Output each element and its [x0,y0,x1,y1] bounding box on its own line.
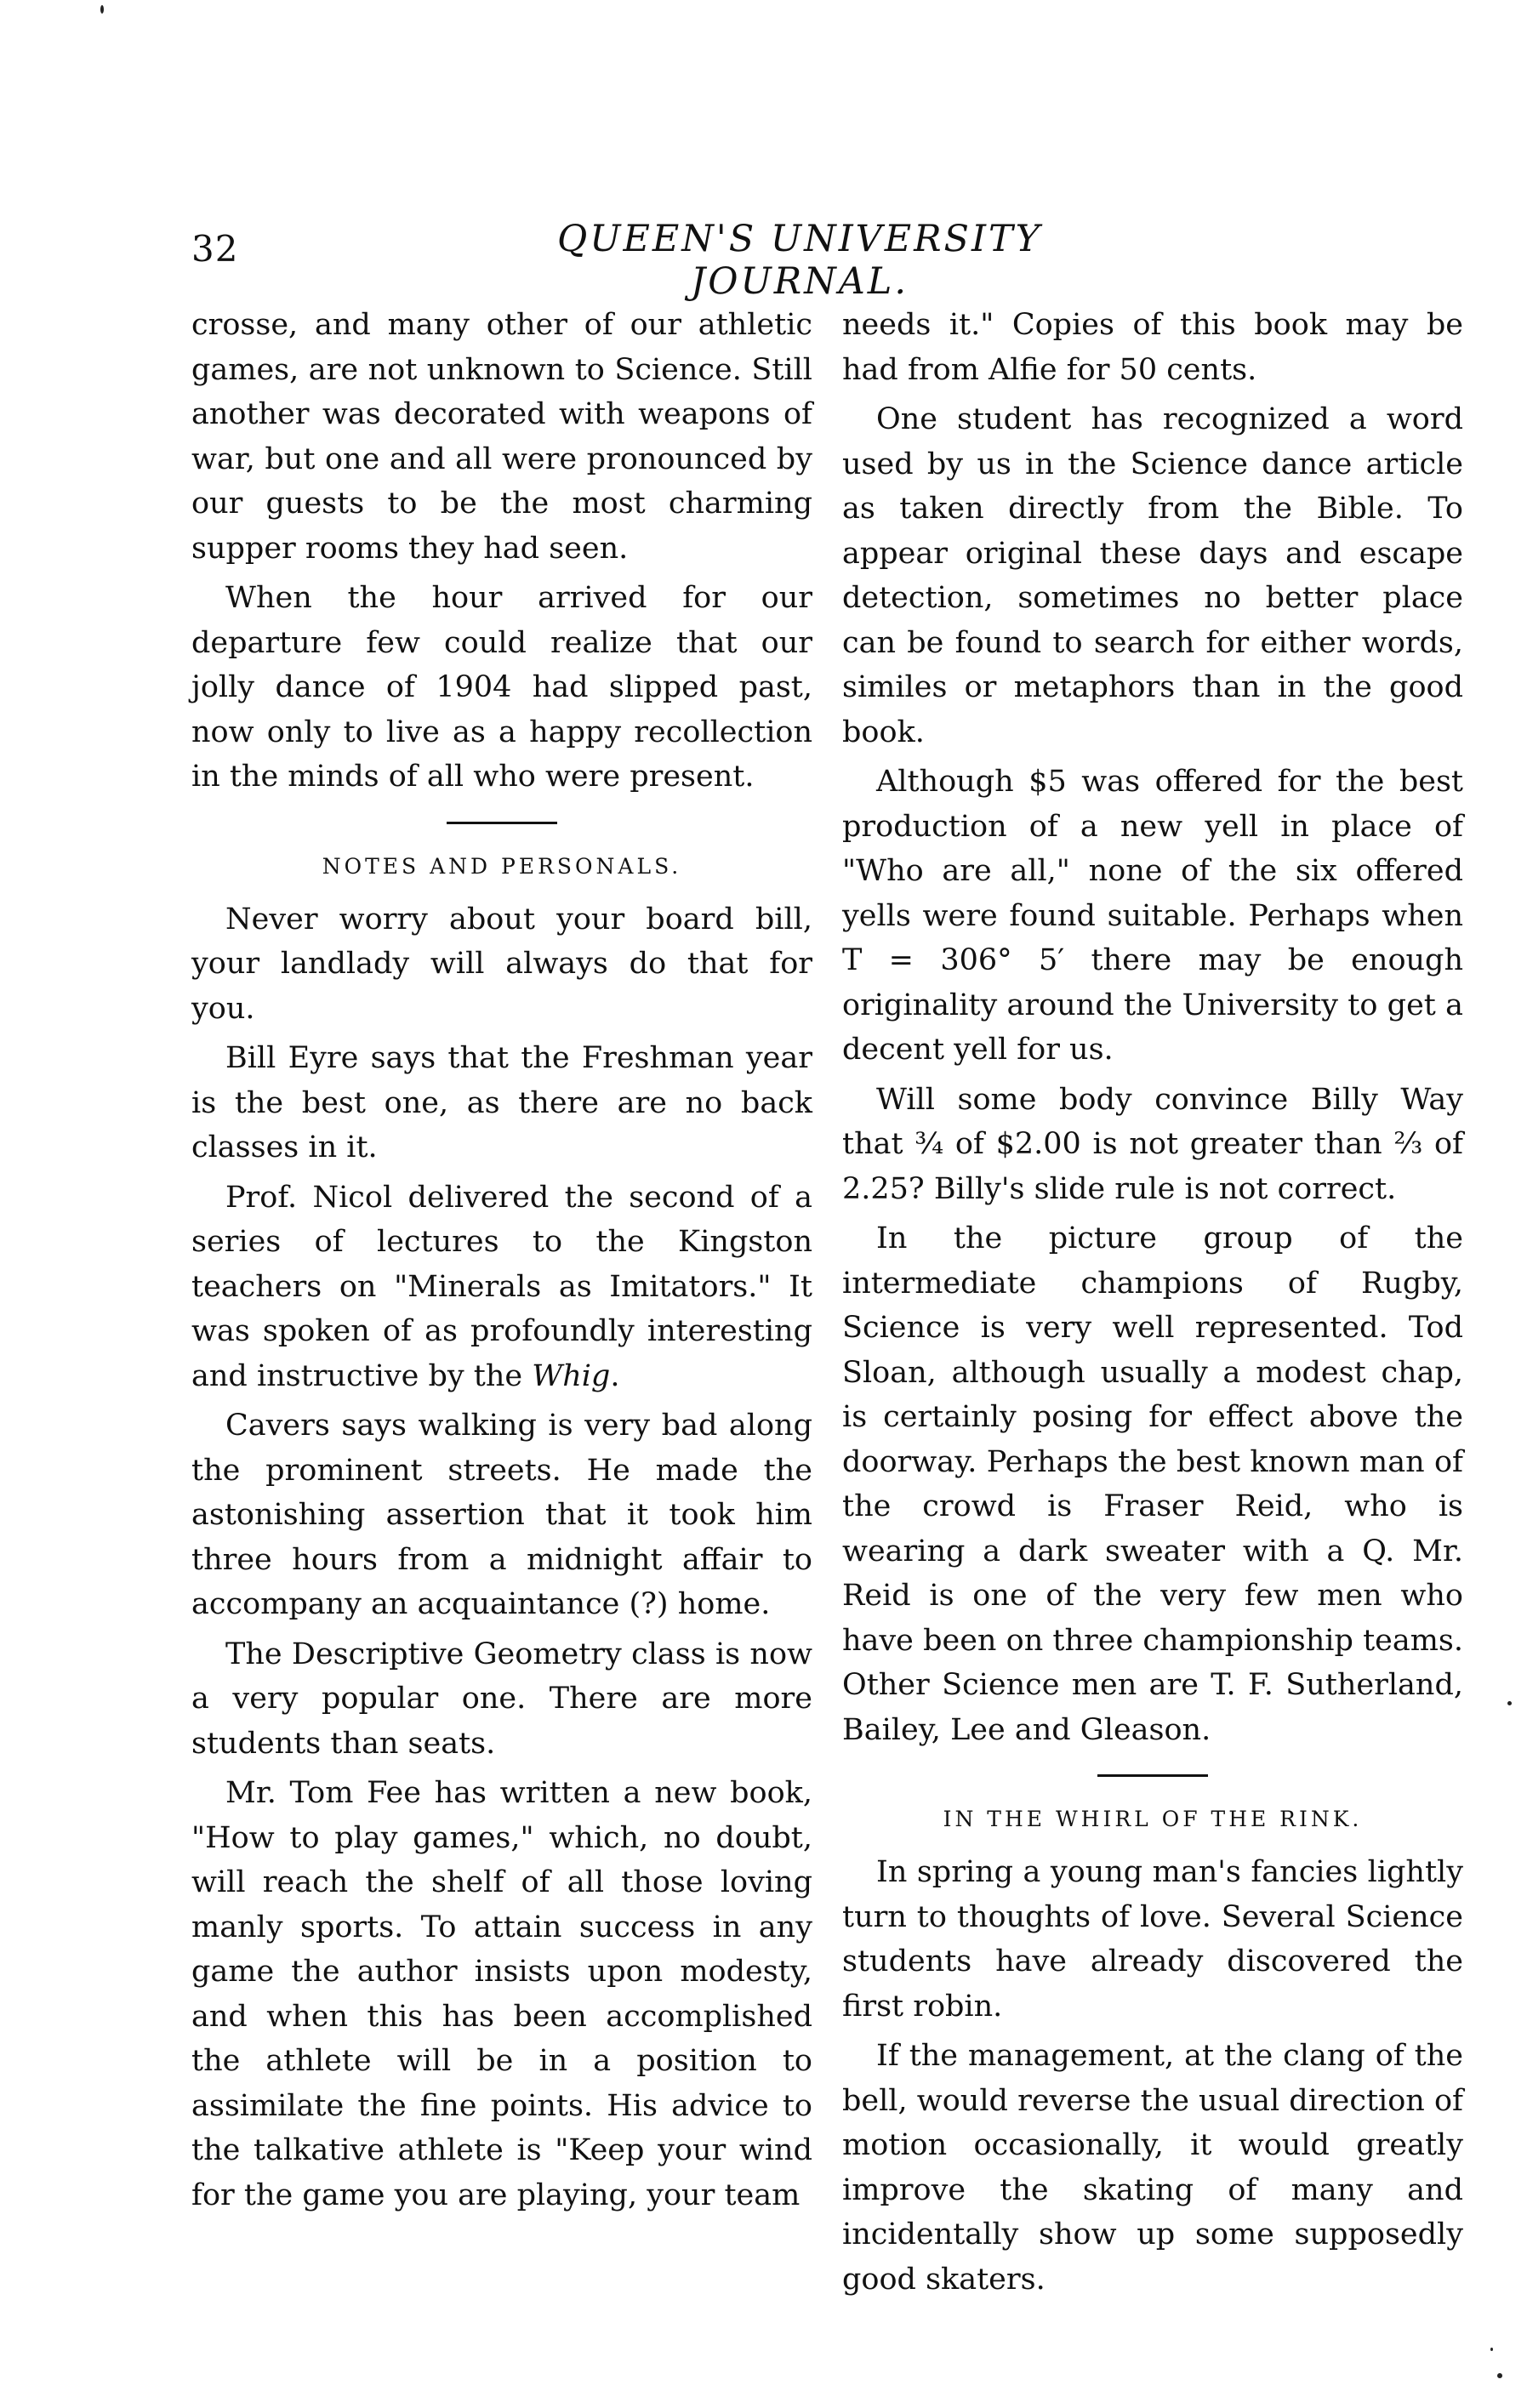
right-column [842,303,1463,2307]
paragraph: Mr. Tom Fee has written a new book, "How to play games," which, no doubt, will reach the shelf of all those loving manly sports. To attain success in any game the author insists upon modesty, and when this has been accomplished the athlete will be in a position to assimilate the fine points. His advice to the talkative athlete is "Keep your wind for the game you are playing, your team [191,1776,812,2212]
paragraph: In spring a young man's fancies lightly turn to thoughts of love. Several Science students have already discovered the first robin. [842,1855,1463,2024]
paragraph-continuation: needs it." Copies of this book may be had from Alfie for 50 cents. [842,308,1463,387]
page-number: 32 [191,228,239,270]
paragraph: The Descriptive Geometry class is now a very popular one. There are more students than seats. [191,1637,812,1761]
paragraph: Never worry about your board bill, your landlady will always do that for you. [191,902,812,1026]
section-divider [447,822,557,824]
paragraph: If the management, at the clang of the bell, would reverse the usual direction of motion occasionally, it would greatly improve the skating of many and incidentally show up some supposedly good skaters. [842,2039,1463,2297]
paragraph: Cavers says walking is very bad along the prominent streets. He made the astonishing assertion that it took him three hours from a midnight affair to accompany an acquaintance (?) home. [191,1409,812,1621]
paragraph: In the picture group of the intermediate champions of Rugby, Science is very well represented. Tod Sloan, although usually a modest chap, is certainly posing for effect above the doorway. Perhaps the best known man of the crowd is Fraser Reid, who is wearing a dark sweater with a Q. Mr. Reid is one of the very few men who have been on three championship teams. Other Science men are T. F. Sutherland, Bailey, Lee and Gleason. [842,1221,1463,1747]
paragraph: One student has recognized a word used by us in the Science dance article as taken directly from the Bible. To appear original these days and escape detection, sometimes no better place can be found to search for either words, similes or metaphors than in the good book. [842,402,1463,749]
left-column [191,303,812,2223]
print-speck [1507,1701,1512,1705]
print-speck [1497,2373,1502,2378]
section-heading-rink: IN THE WHIRL OF THE RINK. [943,1807,1363,1831]
newspaper-name: Whig [532,1358,611,1393]
section-divider [1097,1774,1208,1777]
paragraph-nicol [191,1176,812,1399]
paragraph: Although $5 was offered for the best production of a new yell in place of "Who are all," none of the six offered yells were found suitable. Perhaps when T = 306° 5′ there may be enough originality around the University to get a decent yell for us. [842,765,1463,1067]
paragraph: When the hour arrived for our departure few could realize that our jolly dance of 1904 had slipped past, now only to live as a happy recollection in the minds of all who were present. [191,581,812,794]
journal-title: QUEEN'S UNIVERSITY JOURNAL. [556,218,1043,303]
nicol-text: Prof. Nicol delivered the second of a series of lectures to the Kingston teachers on "Minerals as Imitators." It was spoken of as profoundly interesting and instructive by the [191,1180,812,1393]
section-heading-notes: NOTES AND PERSONALS. [322,853,682,879]
paragraph: Will some body convince Billy Way that ¾ of $2.00 is not greater than ⅔ of 2.25? Billy's slide rule is not correct. [842,1082,1463,1206]
print-speck [1490,2348,1493,2351]
paragraph-continuation: crosse, and many other of our athletic games, are not unknown to Science. Still another was decorated with weapons of war, but one and all were pronounced by our guests to be the most charming supper rooms they had seen. [191,308,812,566]
nicol-end: . [610,1358,620,1393]
paragraph: Bill Eyre says that the Freshman year is the best one, as there are no back classes in it. [191,1041,812,1164]
print-speck [100,5,104,14]
